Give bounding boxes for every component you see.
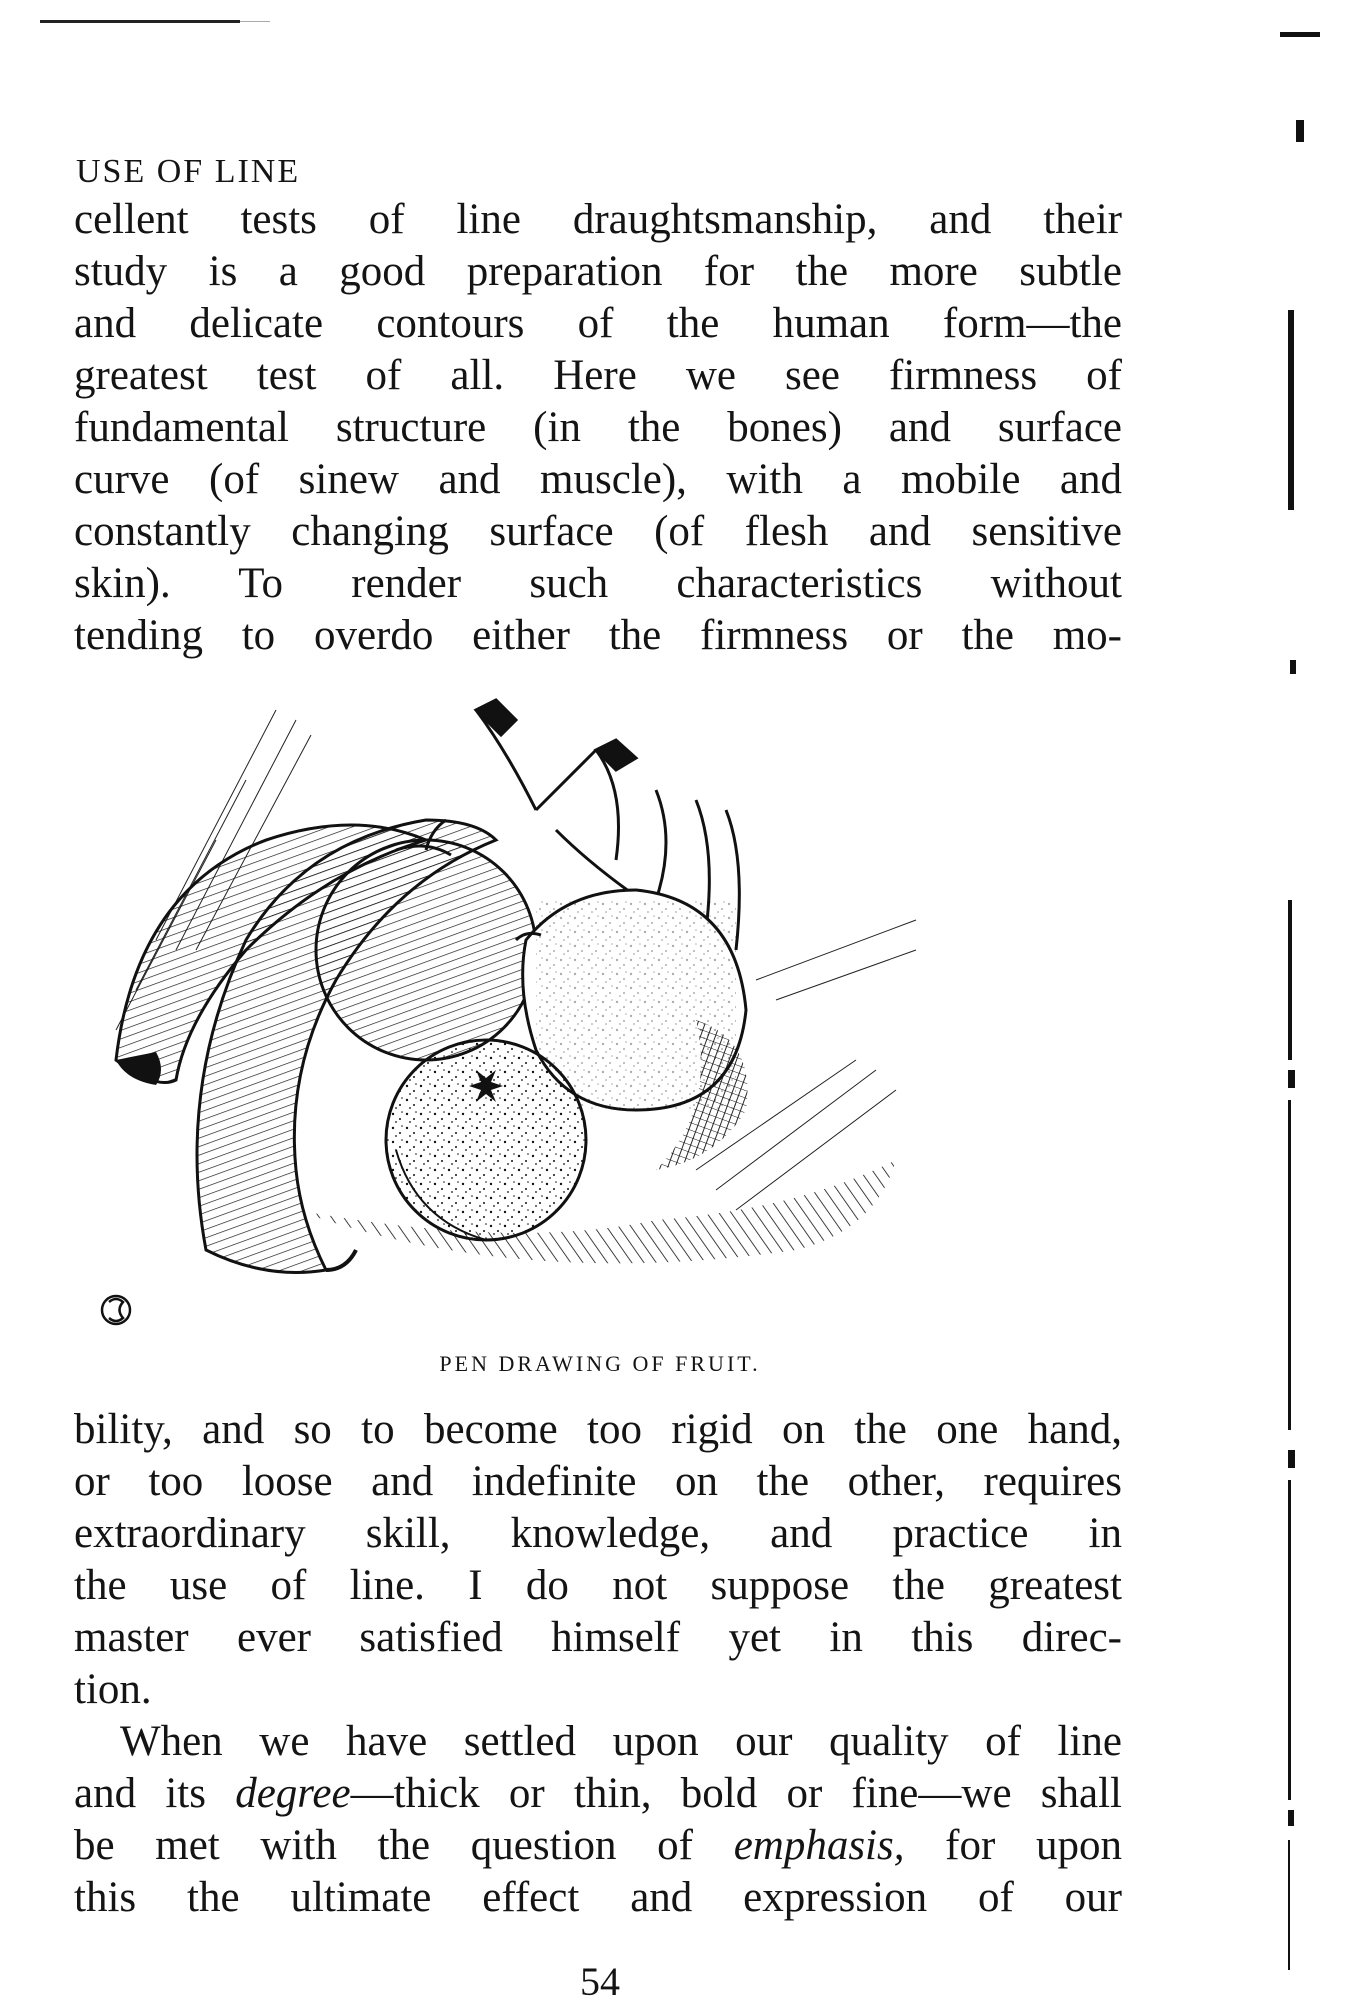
text-line: master ever satisfied himself yet in this direc-: [74, 1614, 1122, 1661]
text-line: fundamental structure (in the bones) and surface: [74, 404, 1122, 451]
italic-word: degree: [235, 1770, 351, 1817]
text-line: bility, and so to become too rigid on the one hand,: [74, 1406, 1122, 1453]
page-edge-marks: [1280, 20, 1340, 2000]
orange: [386, 1040, 586, 1240]
top-rule-faint: [240, 21, 270, 22]
figure-caption: PEN DRAWING OF FRUIT.: [439, 1351, 761, 1376]
text-line: and delicate contours of the human form—the: [74, 300, 1122, 347]
text-line: the use of line. I do not suppose the greatest: [74, 1562, 1122, 1609]
fruit-pen-drawing: [96, 690, 956, 1340]
text-run: be met with the question of: [74, 1822, 734, 1869]
text-line: constantly changing surface (of flesh and sensitive: [74, 508, 1122, 555]
page-number: 54: [580, 1959, 620, 2004]
top-rule: [40, 20, 240, 23]
text-line: greatest test of all. Here we see firmness of: [74, 352, 1122, 399]
text-line: cellent tests of line draughtsmanship, and their: [74, 196, 1122, 243]
text-line: curve (of sinew and muscle), with a mobile and: [74, 456, 1122, 503]
edge-mark: [1296, 120, 1304, 142]
text-line: tion.: [74, 1666, 152, 1713]
text-run: for upon: [904, 1822, 1123, 1869]
paragraph-line: When we have settled upon our quality of line: [120, 1718, 1122, 1765]
edge-mark: [1288, 1450, 1295, 1468]
edge-mark: [1288, 900, 1292, 1060]
italic-word: emphasis,: [733, 1822, 905, 1869]
body-text-top: [74, 194, 1122, 662]
text-run: —thick or thin, bold or fine—we shall: [350, 1770, 1122, 1817]
text-line: or too loose and indefinite on the other, requires: [74, 1458, 1122, 1505]
running-head: USE OF LINE: [76, 153, 301, 190]
paragraph-line: this the ultimate effect and expression of our: [74, 1874, 1122, 1921]
text-line: extraordinary skill, knowledge, and practice in: [74, 1510, 1122, 1557]
edge-mark: [1288, 1070, 1295, 1088]
shadow: [296, 1160, 896, 1263]
paragraph-line: [74, 1768, 1122, 1820]
monogram: [102, 1296, 130, 1324]
edge-mark: [1288, 1810, 1294, 1826]
text-line: study is a good preparation for the more subtle: [74, 248, 1122, 295]
text-line: skin). To render such characteristics without: [74, 560, 1122, 607]
body-text-bottom: [74, 1404, 1122, 1924]
paragraph-line: [74, 1820, 1122, 1872]
edge-mark: [1280, 32, 1320, 37]
edge-mark: [1288, 1840, 1290, 1970]
edge-mark: [1290, 660, 1296, 674]
edge-mark: [1288, 1100, 1291, 1430]
text-run: and its: [74, 1770, 236, 1817]
edge-mark: [1288, 310, 1294, 510]
edge-mark: [1288, 1480, 1291, 1800]
text-line: tending to overdo either the firmness or the mo-: [74, 612, 1122, 659]
